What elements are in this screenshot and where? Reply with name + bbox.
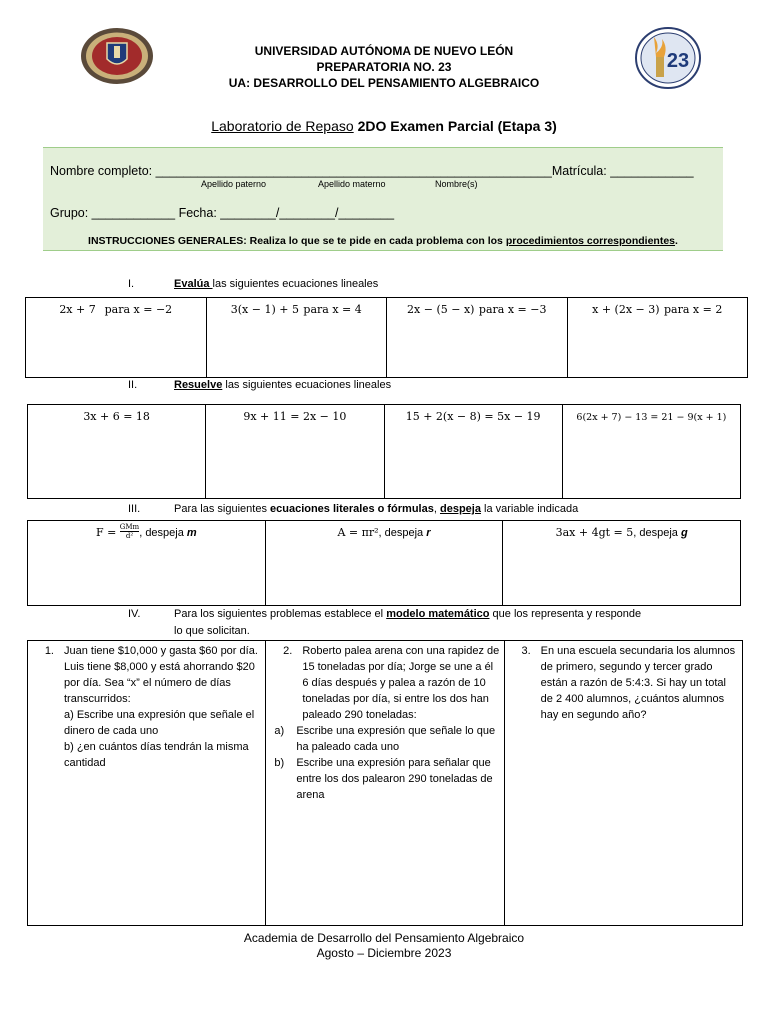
formula: A = πr² (337, 526, 379, 539)
section2-cell[interactable] (206, 405, 384, 499)
problem-cell-3[interactable] (504, 641, 742, 926)
section3-bold: ecuaciones literales o fórmulas (270, 503, 434, 515)
section4-text-a: Para los siguientes problemas establece el (174, 608, 387, 620)
full-name-field[interactable]: Nombre completo: _________________________________________________________ (50, 164, 552, 178)
section4-heading-line2: lo que solicitan. (174, 625, 250, 637)
problem-cell-1[interactable] (28, 641, 266, 926)
eval-condition: para x = 2 (664, 303, 723, 316)
section2-numeral: II. (128, 379, 138, 391)
formula-instruction: , despeja (633, 527, 681, 539)
section3-cell[interactable] (503, 521, 741, 606)
problem-2 (270, 643, 499, 803)
eval-condition: para x = 4 (303, 303, 362, 316)
formula-variable: m (186, 527, 197, 539)
instr-end: . (675, 235, 678, 247)
equation: 3x + 6 = 18 (83, 410, 150, 423)
section2-cell[interactable] (28, 405, 206, 499)
instr-underlined: procedimientos correspondientes (505, 235, 676, 247)
matricula-field[interactable]: Matrícula: ____________ (551, 164, 694, 178)
eval-expr: 3(x − 1) + 5 (230, 303, 299, 316)
section4-numeral: IV. (128, 608, 141, 620)
footer-academy: Academia de Desarrollo del Pensamiento Algebraico (243, 931, 525, 945)
section3-table (27, 520, 741, 606)
label-nombre: Nombre(s) (435, 179, 478, 189)
problem-text: Roberto palea arena con una rapidez de 15 toneladas por día; Jorge se une a él 6 días después y palea a razón de 10 toneladas por día, si entre los dos han paleado 290 toneladas: (302, 645, 500, 721)
formula-variable: r (426, 527, 431, 539)
formula-variable: g (680, 527, 688, 539)
equation: 15 + 2(x − 8) = 5x − 19 (405, 410, 541, 423)
formula-lhs: F = (95, 526, 120, 539)
section1-text: las siguientes ecuaciones lineales (212, 278, 379, 290)
section3-text-b: , (433, 503, 440, 515)
section1-heading (174, 278, 378, 290)
header-university: UNIVERSIDAD AUTÓNOMA DE NUEVO LEÓN (254, 44, 514, 58)
eval-expr: 2x − (5 − x) (407, 303, 475, 316)
problem-part-a: Escribe una expresión que señale lo que ha paleado cada uno (296, 725, 496, 753)
section1-cell[interactable] (206, 298, 387, 378)
instr-body: : Realiza lo que se te pide en cada problema con los (243, 235, 506, 247)
title-exam: 2DO Examen Parcial (Etapa 3) (357, 118, 557, 134)
formula-instruction: , despeja (139, 527, 187, 539)
fraction-denominator: d² (125, 532, 134, 541)
section1-numeral: I. (128, 278, 135, 290)
section3-cell[interactable] (28, 521, 266, 606)
problem-text: Juan tiene $10,000 y gasta $60 por día. Luis tiene $8,000 y está ahorrando $20 por día. Sea “x” el número de días transcurridos: (64, 645, 258, 705)
eval-condition: para x = −2 (104, 303, 173, 316)
section4-heading (174, 608, 641, 620)
part-letter: b) (274, 757, 285, 769)
problem-3 (509, 643, 738, 723)
formula-instruction: , despeja (378, 527, 427, 539)
title-lab: Laboratorio de Repaso (211, 118, 354, 134)
eval-condition: para x = −3 (478, 303, 547, 316)
section3-numeral: III. (128, 503, 141, 515)
student-info-box (43, 147, 723, 251)
label-apellido-materno: Apellido materno (318, 179, 386, 189)
section2-heading (174, 379, 391, 391)
section4-text-b: que los representa y responde (489, 608, 642, 620)
section4-underlined: modelo matemático (386, 608, 490, 620)
header-school: PREPARATORIA NO. 23 (316, 60, 452, 74)
section2-text: las siguientes ecuaciones lineales (222, 379, 392, 391)
section2-keyword: Resuelve (174, 379, 223, 391)
fraction-numerator: GMm (119, 523, 140, 532)
problem-number: 1. (44, 645, 54, 657)
section3-cell[interactable] (265, 521, 503, 606)
eval-expr: 2x + 7 (59, 303, 96, 316)
section1-table (25, 297, 748, 378)
section1-keyword: Evalúa (174, 278, 213, 290)
instr-heading: INSTRUCCIONES GENERALES (88, 235, 244, 247)
part-letter: a) (274, 725, 285, 737)
problem-part-b: b) ¿en cuántos días tendrán la misma cantidad (64, 741, 249, 769)
footer-period: Agosto – Diciembre 2023 (316, 946, 452, 960)
formula: 3ax + 4gt = 5 (555, 526, 634, 539)
section4-table (27, 640, 743, 926)
problem-cell-2[interactable] (266, 641, 504, 926)
section2-cell[interactable] (384, 405, 562, 499)
eval-expr: x + (2x − 3) (592, 303, 660, 316)
section3-heading (174, 503, 578, 515)
problem-number: 2. (283, 645, 293, 657)
problem-text: En una escuela secundaria los alumnos de primero, segundo y tercer grado están a razón de 5:4:3. Si hay un total de 2 400 alumnos, ¿cuántos alumnos hay en segundo año? (540, 645, 736, 721)
page-title (0, 118, 768, 134)
label-apellido-paterno: Apellido paterno (201, 179, 267, 189)
section2-table (27, 404, 741, 499)
logo-23-text: 23 (666, 50, 690, 72)
section3-text-a: Para las siguientes (174, 503, 270, 515)
header-course: UA: DESARROLLO DEL PENSAMIENTO ALGEBRAICO (228, 76, 540, 90)
section3-underlined: despeja (439, 503, 481, 515)
fraction (120, 523, 139, 540)
equation: 6(2x + 7) − 13 = 21 − 9(x + 1) (576, 412, 727, 423)
section2-cell[interactable] (562, 405, 740, 499)
section3-text-c: la variable indicada (480, 503, 579, 515)
section1-cell[interactable] (567, 298, 748, 378)
section1-cell[interactable] (387, 298, 568, 378)
problem-number: 3. (521, 645, 531, 657)
section1-cell[interactable] (26, 298, 207, 378)
problem-part-a: a) Escribe una expresión que señale el dinero de cada uno (64, 709, 255, 737)
problem-1 (32, 643, 261, 771)
equation: 9x + 11 = 2x − 10 (243, 410, 347, 423)
general-instructions (43, 235, 723, 247)
problem-part-b: Escribe una expresión para señalar que entre los dos palearon 290 toneladas de arena (296, 757, 493, 801)
grupo-fecha-field[interactable]: Grupo: ____________ Fecha: ________/________/________ (50, 206, 395, 220)
